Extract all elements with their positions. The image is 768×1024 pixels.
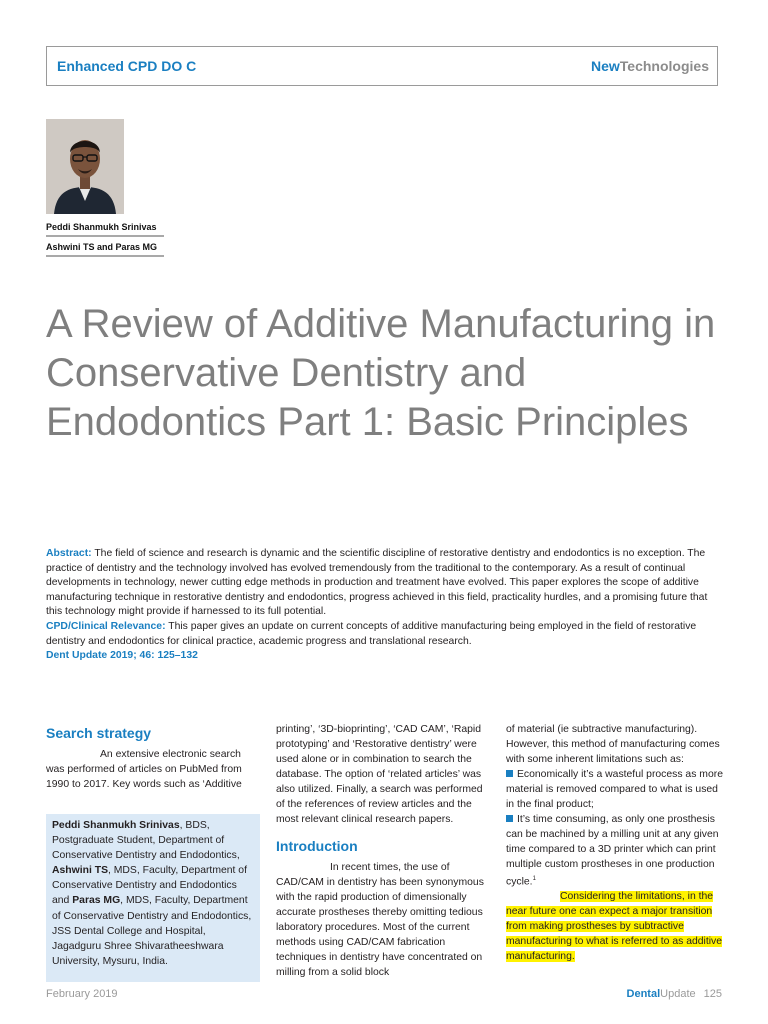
author-primary-name: Peddi Shanmukh Srinivas (46, 222, 157, 232)
bio-text-2: , MDS, Faculty, Department of Conservative Dentistry and Endodontics and (52, 865, 247, 907)
section-label: Enhanced CPD DO C (57, 58, 197, 74)
cpd-text: This paper gives an update on current concepts of additive manufacturing being employed in the field of restorative dentistry and endodontics for clinical practice, academic progress and translational research. (46, 620, 697, 647)
bio-text-1: , BDS, Postgraduate Student, Department of Conservative Dentistry and Endodontics, (52, 820, 240, 862)
bullet-item (506, 767, 724, 812)
author-bio-box (46, 814, 260, 982)
column-3 (506, 722, 724, 964)
author-primary (46, 222, 164, 237)
bullet-item (506, 812, 724, 889)
introduction-text: In recent times, the use of CAD/CAM in dentistry has been synonymous with the rapid production of dimensionally accurate prostheses thereby omitting tedious laboratory procedures. Most of the current methods using CAD/CAM fabrication techniques in dentistry have concentrated on milling from a solid block (276, 862, 484, 978)
article-title: A Review of Additive Manufacturing in Conservative Dentistry and Endodontics Part 1: Basic Principles (46, 302, 716, 444)
bullet-text-1: Economically it’s a wasteful process as more material is removed compared to what is used in the final product; (506, 769, 723, 810)
section-header-bar (46, 46, 718, 86)
section-category-new: New (591, 58, 620, 74)
bio-name-2: Ashwini TS (52, 865, 108, 877)
abstract-label: Abstract: (46, 548, 92, 559)
section-category-technologies: Technologies (619, 58, 709, 74)
author-rule (46, 255, 164, 257)
page-number: 125 (703, 988, 722, 1000)
author-photo (46, 119, 124, 214)
author-secondary (46, 242, 164, 257)
bullet-text-2: It’s time consuming, as only one prosthesis can be machined by a milling unit at any given time compared to a 3D printer which can print multiple custom prostheses in one production cycle. (506, 814, 719, 888)
reference-marker: 1 (532, 876, 536, 882)
author-portrait-icon (46, 119, 124, 214)
bio-text-3: , MDS, Faculty, Department of Conservative Dentistry and Endodontics, JSS Dental College and Hospital, Jagadguru Shree Shivaratheeshwara University, Mysuru, India. (52, 895, 252, 967)
cpd-label: CPD/Clinical Relevance: (46, 620, 166, 632)
column-1 (46, 726, 258, 792)
highlighted-paragraph (506, 889, 724, 964)
abstract-text: The field of science and research is dynamic and the scientific discipline of restorative dentistry and endodontics is no exception. The practice of dentistry and the technology involved has evolved tremendously from the traditional to the contemporary. As a result of continual developments in technology, newer cutting edge methods in production and treatment have evolved. This paper explores the scope of additive manufacturing technique in restorative dentistry and endodontics, progress achieved in this field, practicality hurdles, and a promising future that this technology might provide if harnessed to its full potential. (46, 548, 708, 618)
journal-footer (627, 988, 722, 1000)
highlighted-text: Considering the limitations, in the near future one can expect a major transition from making prostheses by subtractive manufacturing to what is referred to as additive manufacturing. (506, 891, 723, 963)
citation: Dent Update 2019; 46: 125–132 (46, 650, 198, 662)
journal-name-dental: Dental (626, 988, 661, 1000)
section-category (591, 58, 709, 74)
bio-name-1: Peddi Shanmukh Srinivas (52, 820, 180, 831)
bio-name-3: Paras MG (72, 895, 121, 907)
author-rule (46, 235, 164, 237)
search-strategy-text: An extensive electronic search was performed of articles on PubMed from 1990 to 2017. Key words such as ‘Additive (46, 749, 242, 790)
column-2 (276, 722, 492, 980)
cpd-paragraph (46, 620, 722, 649)
author-secondary-names: Ashwini TS and Paras MG (46, 242, 158, 252)
issue-date: February 2019 (46, 988, 118, 1000)
abstract-block (46, 547, 722, 664)
search-strategy-continued: printing’, ‘3D-bioprinting’, ‘CAD CAM’, ‘Rapid prototyping’ and ‘Restorative dentistry’ were used alone or in combination to search the database. The option of ‘related articles’ was also utilized. Finally, a search was performed of the references of review articles and the most relevant clinical research papers. (276, 724, 483, 825)
search-strategy-heading: Search strategy (46, 725, 152, 741)
journal-name-update: Update (660, 988, 696, 1000)
square-bullet-icon (506, 815, 513, 822)
limitations-intro: of material (ie subtractive manufacturing). However, this method of manufacturing comes with some inherent limitations such as: (506, 724, 720, 765)
introduction-heading: Introduction (276, 838, 358, 854)
square-bullet-icon (506, 770, 513, 777)
abstract-paragraph (46, 547, 722, 620)
